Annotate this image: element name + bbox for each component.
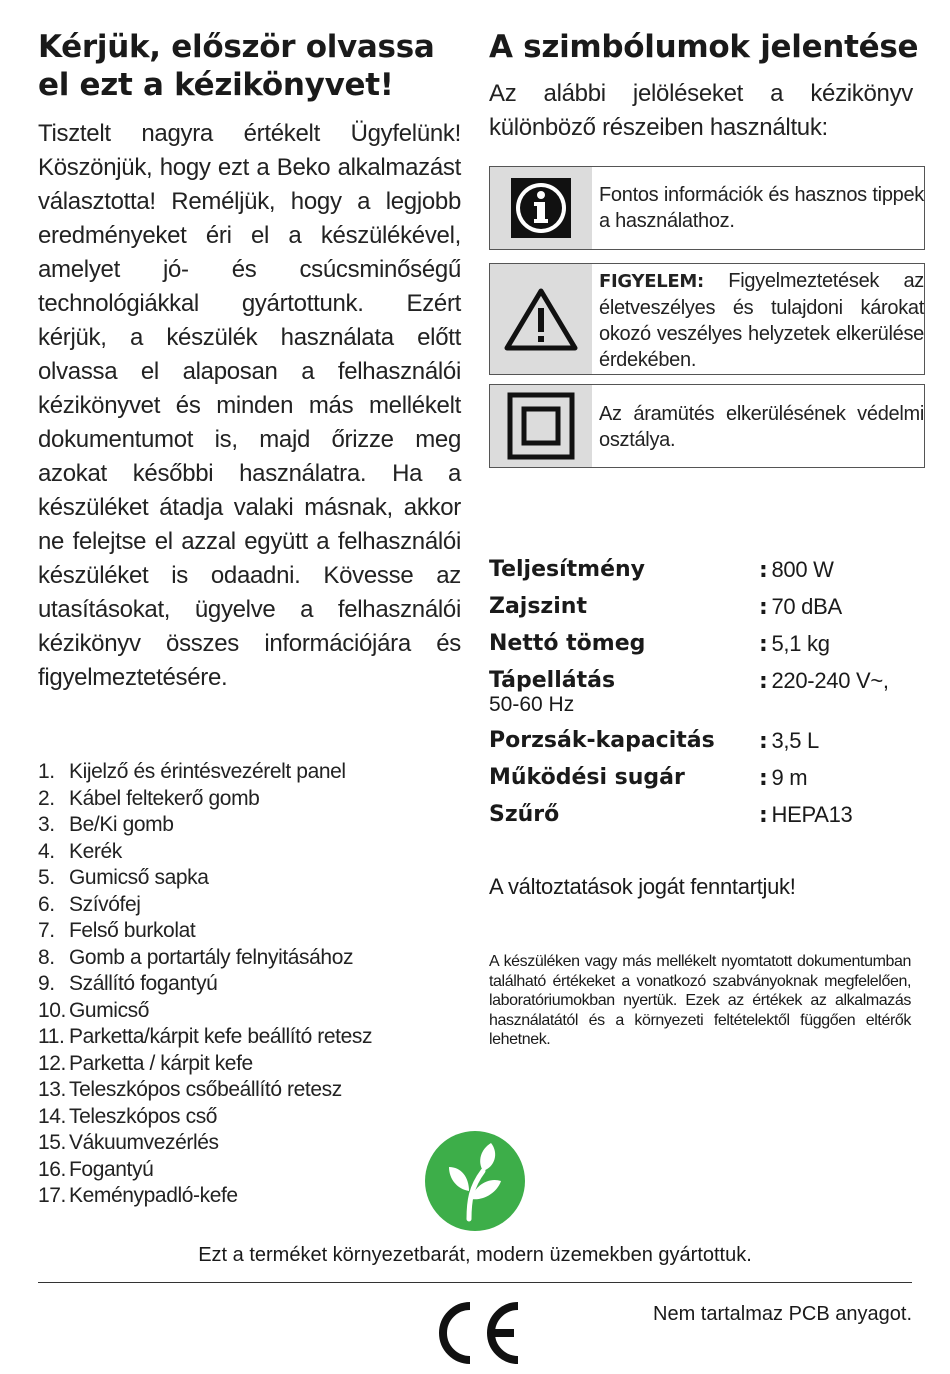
list-item — [38, 1077, 461, 1104]
list-item-label: Teleszkópos cső — [69, 1104, 218, 1128]
spec-row — [489, 626, 925, 663]
list-item-label: Fogantyú — [69, 1157, 154, 1181]
list-item — [38, 892, 461, 919]
spec-value: 800 W — [771, 557, 834, 582]
spec-colon: : — [759, 632, 768, 657]
spec-row — [489, 797, 925, 834]
list-item-number: 11. — [38, 1025, 65, 1048]
list-item-number: 13. — [38, 1078, 66, 1101]
list-item — [38, 1157, 461, 1184]
spec-colon: : — [759, 729, 768, 754]
warning-triangle-icon — [490, 264, 592, 374]
spec-label: Zajszint — [489, 594, 587, 619]
spec-value-wrap — [759, 626, 830, 663]
list-item-number: 7. — [38, 919, 55, 942]
list-item — [38, 1051, 461, 1078]
list-item-label: Be/Ki gomb — [69, 813, 174, 836]
list-item — [38, 1130, 461, 1157]
spec-value-wrap — [759, 552, 834, 589]
spec-value: 220-240 V~, — [771, 668, 889, 693]
list-item — [38, 865, 461, 892]
spec-row — [489, 760, 925, 797]
list-item-number: 14. — [38, 1104, 66, 1128]
list-item — [38, 1104, 461, 1131]
list-item-number: 5. — [38, 866, 55, 889]
list-item-label: Szívófej — [69, 892, 141, 916]
list-item-label: Parketta/kárpit kefe beállító retesz — [69, 1025, 373, 1048]
list-item — [38, 945, 461, 972]
spec-colon: : — [759, 669, 768, 694]
list-item-label: Vákuumvezérlés — [69, 1131, 219, 1154]
left-column — [38, 28, 461, 1210]
symbol-text-info: Fontos információk és hasznos tippek a használathoz. — [599, 184, 924, 232]
list-item-number: 15. — [38, 1131, 66, 1154]
list-item-number: 1. — [38, 760, 55, 783]
list-item — [38, 759, 461, 786]
list-item-number: 4. — [38, 839, 55, 863]
list-item — [38, 786, 461, 813]
ce-mark-icon — [430, 1300, 522, 1366]
spec-value-continued: 50-60 Hz — [489, 693, 575, 716]
list-item-number: 16. — [38, 1157, 66, 1181]
list-item-number: 2. — [38, 786, 55, 810]
list-item-label: Kerék — [69, 839, 122, 863]
eco-statement: Ezt a terméket környezetbarát, modern üzemekben gyártottuk. — [198, 1244, 752, 1266]
warning-text: Figyelmeztetések az életveszélyes és tulajdoni károkat okozó veszélyes helyzetek elkerülése érdekében. — [599, 270, 924, 371]
spec-value-wrap — [759, 589, 842, 626]
list-item — [38, 918, 461, 945]
page-title: Kérjük, először olvassa el ezt a kézikönyvet! — [38, 29, 435, 103]
spec-value: HEPA13 — [771, 802, 853, 827]
spec-value-wrap — [759, 663, 889, 700]
spec-value-wrap — [759, 797, 852, 834]
list-item — [38, 812, 461, 839]
spec-table — [489, 552, 925, 834]
list-item — [38, 1024, 461, 1051]
pcb-statement: Nem tartalmaz PCB anyagot. — [653, 1303, 912, 1325]
list-item-label: Szállító fogantyú — [69, 972, 218, 995]
leaf-icon — [425, 1131, 525, 1231]
symbol-text-warning — [592, 264, 924, 374]
spec-value: 5,1 kg — [771, 631, 830, 656]
list-item-label: Parketta / kárpit kefe — [69, 1051, 253, 1075]
right-column — [489, 28, 925, 1050]
info-icon — [490, 167, 592, 249]
list-item-number: 8. — [38, 945, 55, 969]
spec-value-wrap — [759, 723, 819, 760]
list-item — [38, 998, 461, 1025]
spec-label: Működési sugár — [489, 765, 685, 790]
rights-notice: A változtatások jogát fenntartjuk! — [489, 874, 796, 899]
list-item-label: Gumicső — [69, 998, 150, 1022]
symbols-intro: Az alábbi jelöléseket a kézikönyv különböző részeiben használtuk: — [489, 80, 913, 141]
list-item-number: 12. — [38, 1051, 66, 1075]
spec-value: 70 dBA — [771, 594, 842, 619]
spec-colon: : — [759, 766, 768, 791]
spec-label: Teljesítmény — [489, 557, 646, 582]
spec-row — [489, 589, 925, 626]
warning-label: FIGYELEM: — [599, 271, 704, 292]
list-item-label: Gumicső sapka — [69, 866, 209, 889]
symbols-title: A szimbólumok jelentése — [489, 29, 919, 65]
spec-row — [489, 723, 925, 760]
spec-value-wrap — [759, 760, 807, 797]
list-item-label: Keménypadló-kefe — [69, 1184, 238, 1207]
list-item-label: Kijelző és érintésvezérelt panel — [69, 760, 346, 783]
list-item — [38, 1183, 461, 1210]
double-insulation-icon — [490, 385, 592, 467]
spec-value: 3,5 L — [771, 728, 819, 753]
list-item — [38, 971, 461, 998]
spec-colon: : — [759, 803, 768, 828]
list-item-number: 9. — [38, 972, 55, 995]
spec-row — [489, 552, 925, 589]
footer-divider — [38, 1282, 912, 1283]
symbol-box-warning — [489, 263, 925, 375]
spec-label: Porzsák-kapacitás — [489, 728, 715, 753]
spec-value: 9 m — [771, 765, 808, 790]
list-item-number: 10. — [38, 998, 66, 1022]
intro-paragraph: Tisztelt nagyra értékelt Ügyfelünk! Köszönjük, hogy ezt a Beko alkalmazást választotta! Reméljük, hogy a legjobb eredményeket éri el a készülékével, amelyet jó- és csúcsminőségű technológiákkal gyártottunk. Ezért kérjük, a készülék használata előtt olvassa el alaposan a felhasználói kézikönyvet és minden más mellékelt dokumentumot is, majd őrizze meg azokat későbbi használatra. Ha a készüléket átadja valaki másnak, akkor ne felejtse el azzal együtt a felhasználói készüléket is odaadni. Kövesse az utasításokat, ügyelve a felhasználói kézikönyv összes információjára és figyelmeztetésére. — [38, 120, 461, 691]
list-item-label: Teleszkópos csőbeállító retesz — [69, 1078, 342, 1101]
list-item-number: 17. — [38, 1184, 66, 1207]
list-item-number: 3. — [38, 813, 55, 836]
list-item-label: Kábel feltekerő gomb — [69, 786, 260, 810]
symbol-box-class2 — [489, 384, 925, 468]
symbol-box-info — [489, 166, 925, 250]
spec-colon: : — [759, 558, 768, 583]
spec-label: Nettó tömeg — [489, 631, 646, 656]
spec-colon: : — [759, 595, 768, 620]
parts-list — [38, 759, 461, 1210]
fine-print: A készüléken vagy más mellékelt nyomtatott dokumentumban található értékeket a vonatkozó szabványoknak megfelelően, laboratóriumokban nyertük. Ezek az értékek az alkalmazás használatától és a környezeti feltételektől függően eltérők lehetnek. — [489, 953, 911, 1048]
list-item-label: Gomb a portartály felnyitásához — [69, 945, 354, 969]
list-item — [38, 839, 461, 866]
spec-label: Szűrő — [489, 802, 560, 827]
list-item-number: 6. — [38, 892, 55, 916]
spec-label: Tápellátás — [489, 668, 616, 693]
symbol-text-class2: Az áramütés elkerülésének védelmi osztálya. — [599, 403, 924, 451]
list-item-label: Felső burkolat — [69, 919, 196, 942]
